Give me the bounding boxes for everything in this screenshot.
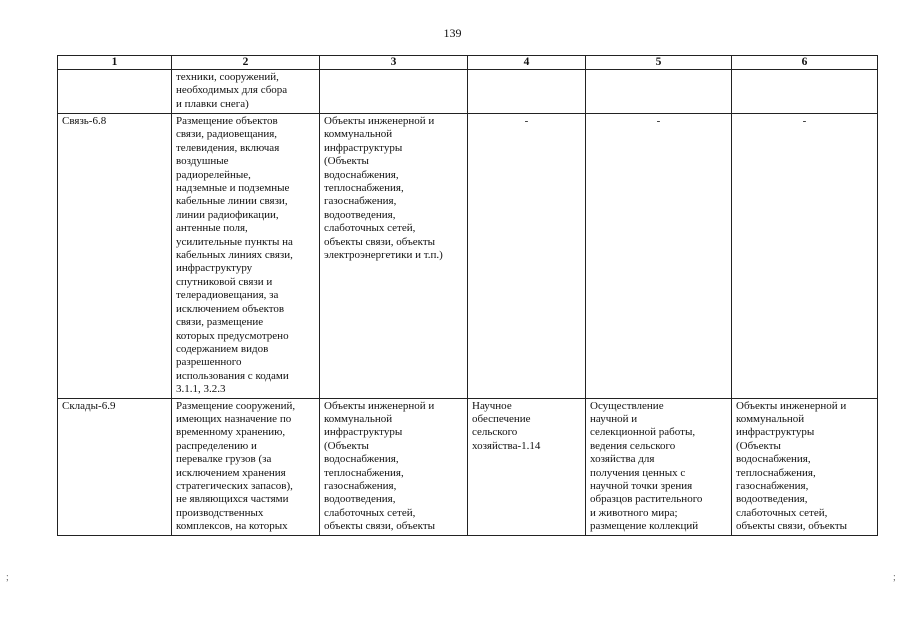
- table-cell: Связь-6.8: [58, 114, 172, 399]
- table-cell: -: [586, 114, 732, 399]
- table-cell: Объекты инженерной и коммунальной инфраструктуры (Объекты водоснабжения, теплоснабжения, газоснабжения, водоотведения, слаботочных сетей, объекты связи, объекты: [732, 398, 878, 535]
- table-cell: Объекты инженерной и коммунальной инфраструктуры (Объекты водоснабжения, теплоснабжения, газоснабжения, водоотведения, слаботочных сетей, объекты связи, объекты: [320, 398, 468, 535]
- table-cell: [732, 70, 878, 114]
- table-row: [58, 70, 878, 114]
- column-header: 1: [58, 56, 172, 70]
- table-cell: техники, сооружений, необходимых для сбора и плавки снега): [172, 70, 320, 114]
- column-header: 6: [732, 56, 878, 70]
- table-cell: [468, 70, 586, 114]
- table-cell: Размещение сооружений, имеющих назначение по временному хранению, распределению и перевалке грузов (за исключением хранения стратегических запасов), не являющихся частями производственных комплексов, на которых: [172, 398, 320, 535]
- table-cell: Осуществление научной и селекционной работы, ведения сельского хозяйства для получения ценных с научной точки зрения образцов растительного и животного мира; размещение коллекций: [586, 398, 732, 535]
- table-header-row: [58, 56, 878, 70]
- table-cell: [320, 70, 468, 114]
- table-cell: Склады-6.9: [58, 398, 172, 535]
- scan-mark-left: ;: [6, 572, 9, 583]
- table-cell: Размещение объектов связи, радиовещания, телевидения, включая воздушные радиорелейные, надземные и подземные кабельные линии связи, линии радиофикации, антенные поля, усилительные пункты на кабельных линиях связи, инфраструктуру спутниковой связи и телерадиовещания, за исключением объектов связи, размещение которых предусмотрено содержанием видов разрешенного использования с кодами 3.1.1, 3.2.3: [172, 114, 320, 399]
- table-cell: Объекты инженерной и коммунальной инфраструктуры (Объекты водоснабжения, теплоснабжения, газоснабжения, водоотведения, слаботочных сетей, объекты связи, объекты электроэнергетики и т.п.): [320, 114, 468, 399]
- table-cell: Научное обеспечение сельского хозяйства-1.14: [468, 398, 586, 535]
- column-header: 5: [586, 56, 732, 70]
- column-header: 2: [172, 56, 320, 70]
- column-header: 4: [468, 56, 586, 70]
- scan-mark-right: ;: [893, 572, 896, 583]
- page-number: 139: [443, 26, 462, 40]
- column-header: 3: [320, 56, 468, 70]
- table-cell: [586, 70, 732, 114]
- table-cell: [58, 70, 172, 114]
- table-cell: -: [468, 114, 586, 399]
- table-cell: -: [732, 114, 878, 399]
- table-row: [58, 114, 878, 399]
- zoning-table: [57, 55, 878, 536]
- table-row: [58, 398, 878, 535]
